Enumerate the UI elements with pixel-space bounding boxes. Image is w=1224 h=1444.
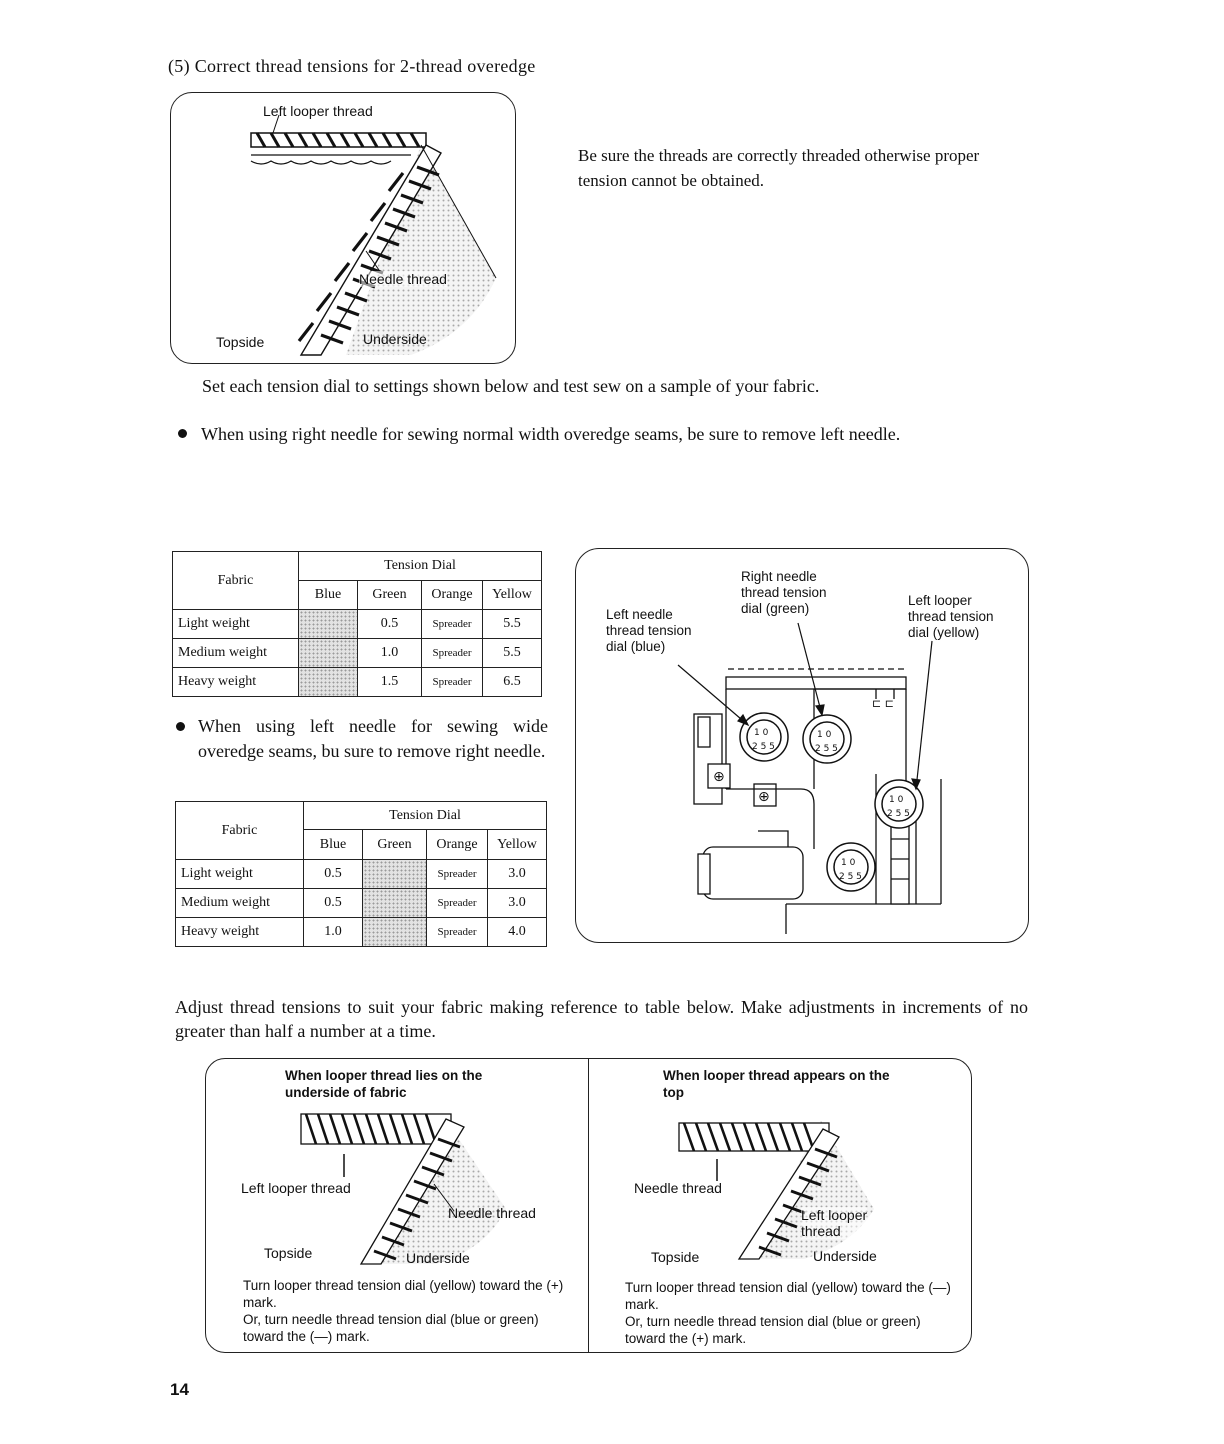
label-left-looper-thread: Left looper thread — [801, 1207, 868, 1239]
svg-text:1 0: 1 0 — [754, 728, 769, 738]
bullet-left-needle-text: When using left needle for sewing wide overedge seams, bu sure to remove right needle. — [198, 716, 548, 761]
label-topside: Topside — [651, 1249, 700, 1265]
instruction-set-dials: Set each tension dial to settings shown below and test sew on a sample of your fabric. — [202, 376, 820, 396]
bullet-dot — [178, 429, 187, 438]
cell-yellow: 6.5 — [483, 668, 542, 697]
svg-text:2 5 5: 2 5 5 — [887, 809, 910, 819]
cell-green: 0.5 — [358, 610, 422, 639]
svg-text:⊏ ⊏: ⊏ ⊏ — [872, 697, 894, 710]
label-underside: Underside — [813, 1248, 877, 1264]
label-topside: Topside — [264, 1245, 313, 1261]
cell-green-shaded — [363, 889, 427, 918]
cell-fabric: Light weight — [173, 610, 299, 639]
adjustment-guide — [205, 1058, 972, 1353]
cell-orange: Spreader — [422, 610, 483, 639]
cell-yellow: 3.0 — [488, 860, 547, 889]
header-green: Green — [363, 830, 427, 860]
cell-yellow: 5.5 — [483, 610, 542, 639]
cell-orange: Spreader — [422, 639, 483, 668]
cell-blue: 0.5 — [304, 889, 363, 918]
panel-left-instructions: Turn looper thread tension dial (yellow) toward the (+) mark. Or, turn needle thread tension dial (blue or green) toward the (—) mark. — [243, 1278, 564, 1344]
cell-blue-shaded — [299, 639, 358, 668]
svg-text:1 0: 1 0 — [889, 795, 904, 805]
label-needle-thread: Needle thread — [359, 271, 447, 287]
stitch-diagram — [170, 92, 516, 364]
header-orange: Orange — [427, 830, 488, 860]
cell-yellow: 5.5 — [483, 639, 542, 668]
cell-orange: Spreader — [427, 918, 488, 947]
label-left-looper-thread: Left looper thread — [241, 1180, 351, 1196]
label-left-needle-dial: Left needle thread tension dial (blue) — [606, 607, 692, 654]
cell-yellow: 3.0 — [488, 889, 547, 918]
cell-fabric: Light weight — [176, 860, 304, 889]
cell-green: 1.5 — [358, 668, 422, 697]
label-needle-thread: Needle thread — [448, 1205, 536, 1221]
label-needle-thread: Needle thread — [634, 1180, 722, 1196]
cell-fabric: Medium weight — [173, 639, 299, 668]
cell-orange: Spreader — [427, 860, 488, 889]
table-row — [173, 610, 542, 639]
svg-text:1 0: 1 0 — [841, 858, 856, 868]
header-green: Green — [358, 581, 422, 610]
header-fabric: Fabric — [176, 802, 304, 860]
bullet-right-needle — [178, 424, 900, 445]
svg-text:2 5 5: 2 5 5 — [815, 744, 838, 754]
header-fabric: Fabric — [173, 552, 299, 610]
table-row — [176, 860, 547, 889]
page-number: 14 — [170, 1380, 189, 1399]
panel-right-title: When looper thread appears on the top — [663, 1068, 890, 1100]
table-row — [173, 668, 542, 697]
cell-green-shaded — [363, 918, 427, 947]
cell-blue-shaded — [299, 610, 358, 639]
section-heading: (5) Correct thread tensions for 2-thread overedge — [168, 56, 536, 76]
tension-dials-diagram — [575, 548, 1029, 943]
header-orange: Orange — [422, 581, 483, 610]
cell-blue-shaded — [299, 668, 358, 697]
panel-looper-underside — [206, 1059, 588, 1352]
cell-orange: Spreader — [427, 889, 488, 918]
label-right-needle-dial: Right needle thread tension dial (green) — [741, 569, 827, 616]
cell-blue: 0.5 — [304, 860, 363, 889]
cell-fabric: Heavy weight — [176, 918, 304, 947]
cell-blue: 1.0 — [304, 918, 363, 947]
adjust-paragraph: Adjust thread tensions to suit your fabric making reference to table below. Make adjustments in increments of no greater than half a number at a time. — [175, 997, 1028, 1041]
cell-fabric: Medium weight — [176, 889, 304, 918]
label-underside: Underside — [363, 331, 427, 347]
header-yellow: Yellow — [488, 830, 547, 860]
header-yellow: Yellow — [483, 581, 542, 610]
cell-yellow: 4.0 — [488, 918, 547, 947]
table-row — [176, 889, 547, 918]
cell-orange: Spreader — [422, 668, 483, 697]
bullet-left-needle — [176, 714, 548, 764]
header-blue: Blue — [304, 830, 363, 860]
label-underside: Underside — [406, 1250, 470, 1266]
tension-table-left-needle — [175, 801, 547, 947]
bullet-right-needle-text: When using right needle for sewing normal width overedge seams, be sure to remove left needle. — [201, 424, 901, 444]
svg-text:⊕: ⊕ — [758, 789, 770, 805]
svg-text:2 5 5: 2 5 5 — [752, 742, 775, 752]
cell-fabric: Heavy weight — [173, 668, 299, 697]
stitch-illustration — [171, 93, 517, 365]
tension-table-right-needle — [172, 551, 542, 697]
svg-text:⊕: ⊕ — [713, 769, 725, 785]
threading-note: Be sure the threads are correctly threaded otherwise proper tension cannot be obtained. — [578, 146, 980, 190]
panel-right-instructions: Turn looper thread tension dial (yellow) toward the (—) mark. Or, turn needle thread tension dial (blue or green) toward the (+) mark. — [625, 1280, 951, 1346]
panel-left-title: When looper thread lies on the underside of fabric — [285, 1068, 483, 1100]
header-tension-dial: Tension Dial — [299, 552, 542, 581]
table-row — [173, 639, 542, 668]
cell-green-shaded — [363, 860, 427, 889]
label-topside: Topside — [216, 334, 265, 350]
cell-green: 1.0 — [358, 639, 422, 668]
panel-looper-top — [589, 1059, 971, 1352]
svg-text:1 0: 1 0 — [817, 730, 832, 740]
table-row — [176, 918, 547, 947]
header-tension-dial: Tension Dial — [304, 802, 547, 830]
svg-text:2 5 5: 2 5 5 — [839, 872, 862, 882]
header-blue: Blue — [299, 581, 358, 610]
label-left-looper-thread: Left looper thread — [263, 103, 373, 119]
bullet-dot — [176, 722, 185, 731]
label-left-looper-dial: Left looper thread tension dial (yellow) — [908, 593, 994, 640]
